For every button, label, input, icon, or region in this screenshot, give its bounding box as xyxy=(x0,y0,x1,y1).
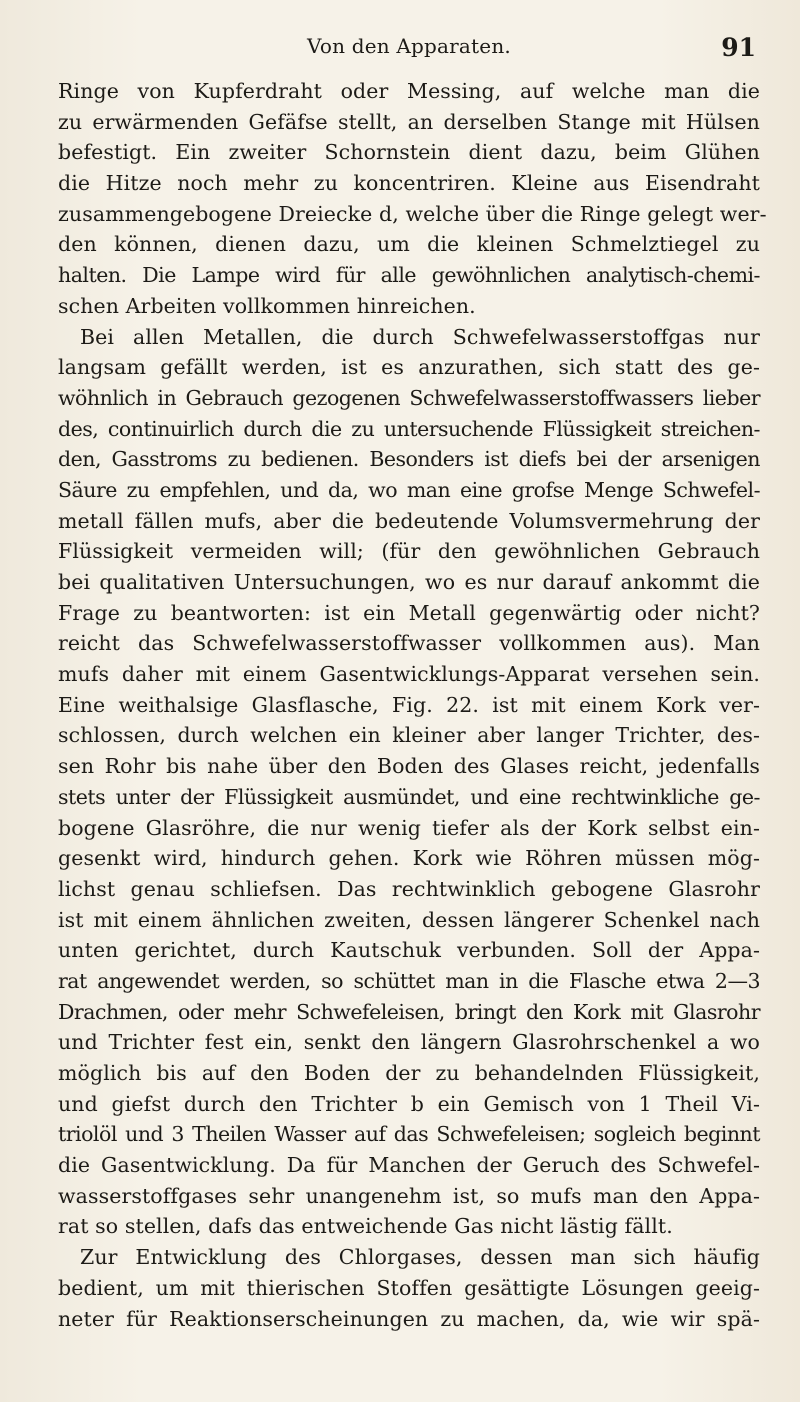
text-line: halten. Die Lampe wird für alle gewöhnlichen analytisch-chemi- xyxy=(58,263,760,288)
text-line: Bei allen Metallen, die durch Schwefelwasserstoffgas nur xyxy=(80,324,760,349)
text-line: den können, dienen dazu, um die kleinen Schmelztiegel zu xyxy=(58,232,760,257)
text-line: den, Gasstroms zu bedienen. Besonders ist diefs bei der arsenigen xyxy=(58,447,760,472)
text-line: ist mit einem ähnlichen zweiten, dessen längerer Schenkel nach xyxy=(58,907,760,932)
body-text xyxy=(58,76,767,1334)
text-line: unten gerichtet, durch Kautschuk verbunden. Soll der Appa- xyxy=(58,938,760,963)
text-line: Ringe von Kupferdraht oder Messing, auf welche man die xyxy=(58,79,760,103)
text-line: wasserstoffgases sehr unangenehm ist, so mufs man den Appa- xyxy=(58,1183,760,1208)
text-line: metall fällen mufs, aber die bedeutende Volumsvermehrung der xyxy=(58,508,760,533)
text-line: bogene Glasröhre, die nur wenig tiefer als der Kork selbst ein- xyxy=(58,815,760,840)
text-line: und giefst durch den Trichter b ein Gemisch von 1 Theil Vi- xyxy=(58,1091,760,1116)
page-header xyxy=(58,34,760,76)
text-line: Säure zu empfehlen, und da, wo man eine grofse Menge Schwefel- xyxy=(58,477,760,502)
text-line: möglich bis auf den Boden der zu behandelnden Flüssigkeit, xyxy=(58,1061,760,1085)
text-line: wöhnlich in Gebrauch gezogenen Schwefelwasserstoffwassers lieber xyxy=(58,385,760,410)
text-line: zu erwärmenden Gefäfse stellt, an derselben Stange mit Hülsen xyxy=(58,109,760,134)
text-line: schen Arbeiten vollkommen hinreichen. xyxy=(58,293,476,318)
text-line: Eine weithalsige Glasflasche, Fig. 22. ist mit einem Kork ver- xyxy=(58,692,760,717)
text-line: reicht das Schwefelwasserstoffwasser vollkommen aus). Man xyxy=(58,631,760,656)
text-line: gesenkt wird, hindurch gehen. Kork wie Röhren müssen mög- xyxy=(58,846,760,871)
text-line: die Hitze noch mehr zu koncentriren. Kleine aus Eisendraht xyxy=(58,171,760,196)
text-line: Frage zu beantworten: ist ein Metall gegenwärtig oder nicht? xyxy=(58,600,760,625)
text-line: lichst genau schliefsen. Das rechtwinklich gebogene Glasrohr xyxy=(58,876,760,901)
text-line: Zur Entwicklung des Chlorgases, dessen man sich häufig xyxy=(80,1245,760,1270)
text-line: Drachmen, oder mehr Schwefeleisen, bringt den Kork mit Glasrohr xyxy=(58,999,760,1024)
text-line: Flüssigkeit vermeiden will; (für den gewöhnlichen Gebrauch xyxy=(58,539,760,564)
text-line: befestigt. Ein zweiter Schornstein dient dazu, beim Glühen xyxy=(58,140,760,165)
text-line: die Gasentwicklung. Da für Manchen der Geruch des Schwefel- xyxy=(58,1153,760,1178)
text-line: mufs daher mit einem Gasentwicklungs-Apparat versehen sein. xyxy=(58,662,760,687)
text-line: bedient, um mit thierischen Stoffen gesättigte Lösungen geeig- xyxy=(58,1275,760,1300)
text-line: neter für Reaktionserscheinungen zu machen, da, wie wir spä- xyxy=(58,1306,760,1331)
text-line: rat so stellen, dafs das entweichende Gas nicht lästig fällt. xyxy=(58,1214,673,1239)
text-line: stets unter der Flüssigkeit ausmündet, und eine rechtwinkliche ge- xyxy=(58,784,760,809)
text-line: des, continuirlich durch die zu untersuchende Flüssigkeit streichen- xyxy=(58,416,760,441)
running-head: Von den Apparaten. xyxy=(307,34,511,58)
text-line: sen Rohr bis nahe über den Boden des Glases reicht, jedenfalls xyxy=(58,754,760,779)
text-line: triolöl und 3 Theilen Wasser auf das Schwefeleisen; sogleich beginnt xyxy=(58,1122,760,1147)
text-line: und Trichter fest ein, senkt den längern Glasrohrschenkel a wo xyxy=(58,1030,760,1055)
page-number: 91 xyxy=(721,33,756,62)
text-line: bei qualitativen Untersuchungen, wo es nur darauf ankommt die xyxy=(58,570,760,594)
text-line: zusammengebogene Dreiecke d, welche über die Ringe gelegt wer- xyxy=(58,201,767,226)
text-line: langsam gefällt werden, ist es anzurathen, sich statt des ge- xyxy=(58,355,760,380)
text-line: schlossen, durch welchen ein kleiner aber langer Trichter, des- xyxy=(58,723,760,748)
text-line: rat angewendet werden, so schüttet man in die Flasche etwa 2—3 xyxy=(58,968,760,993)
